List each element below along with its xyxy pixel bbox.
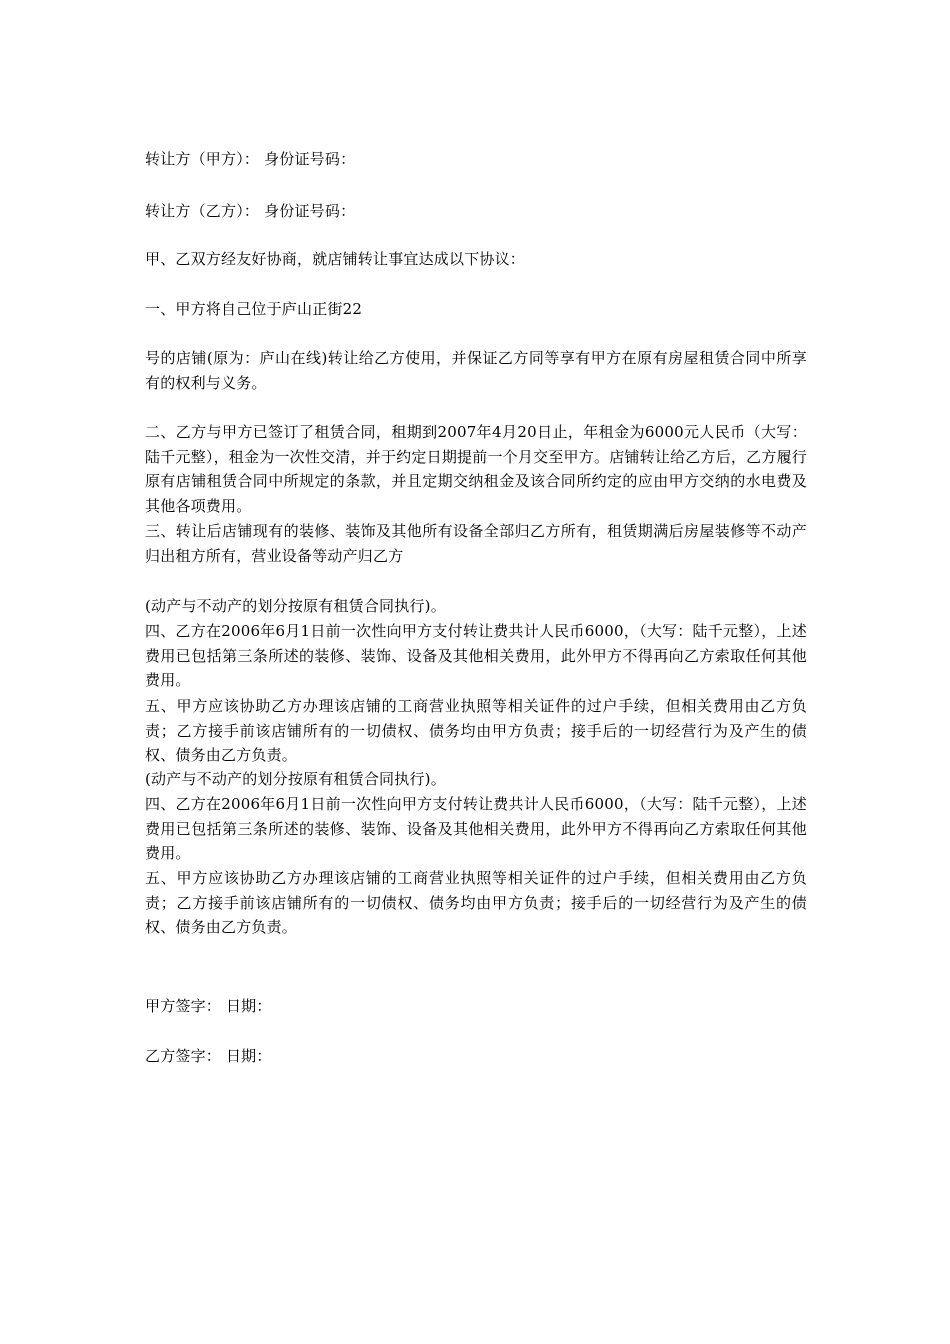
clause-5-second: 五、甲方应该协助乙方办理该店铺的工商营业执照等相关证件的过户手续，但相关费用由乙方负责；乙方接手前该店铺所有的一切债权、债务均由甲方负责；接手后的一切经营行为及产生的债权、债务由乙方负责。 — [145, 869, 807, 936]
clause-3: 三、转让后店铺现有的装修、装饰及其他所有设备全部归乙方所有，租赁期满后房屋装修等不动产归出租方所有，营业设备等动产归乙方 — [145, 522, 807, 565]
transferor-a-line: 转让方（甲方）： 身份证号码： — [145, 150, 356, 168]
clause-5-first: 五、甲方应该协助乙方办理该店铺的工商营业执照等相关证件的过户手续，但相关费用由乙方负责；乙方接手前该店铺所有的一切债权、债务均由甲方负责；接手后的一切经营行为及产生的债权、债务由乙方负责。 — [145, 697, 807, 764]
clause-1-line-1: 一、甲方将自己位于庐山正街22 — [145, 300, 363, 318]
intro-paragraph: 甲、乙双方经友好协商，就店铺转让事宜达成以下协议： — [145, 250, 526, 268]
transferor-b-line: 转让方（乙方）： 身份证号码： — [145, 202, 356, 220]
signature-party-a: 甲方签字： 日期： — [145, 997, 272, 1015]
clause-1-line-2: 号的店铺(原为：庐山在线)转让给乙方使用，并保证乙方同等享有甲方在原有房屋租赁合同中所享有的权利与义务。 — [145, 349, 807, 392]
clause-4-first: 四、乙方在2006年6月1日前一次性向甲方支付转让费共计人民币6000，（大写：陆千元整），上述费用已包括第三条所述的装修、装饰、设备及其他相关费用，此外甲方不得再向乙方索取任何其他费用。 — [145, 622, 807, 689]
note-2: (动产与不动产的划分按原有租赁合同执行)。 — [145, 770, 446, 788]
signature-party-b: 乙方签字： 日期： — [145, 1047, 272, 1065]
clause-2: 二、乙方与甲方已签订了租赁合同，租期到2007年4月20日止，年租金为6000元人民币（大写：陆千元整），租金为一次性交清，并于约定日期提前一个月交至甲方。店铺转让给乙方后，乙方履行原有店铺租赁合同中所规定的条款，并且定期交纳租金及该合同所约定的应由甲方交纳的水电费及其他各项费用。 — [145, 423, 807, 515]
note-1: (动产与不动产的划分按原有租赁合同执行)。 — [145, 597, 446, 615]
clause-4-second: 四、乙方在2006年6月1日前一次性向甲方支付转让费共计人民币6000，（大写：陆千元整），上述费用已包括第三条所述的装修、装饰、设备及其他相关费用，此外甲方不得再向乙方索取任何其他费用。 — [145, 795, 807, 862]
